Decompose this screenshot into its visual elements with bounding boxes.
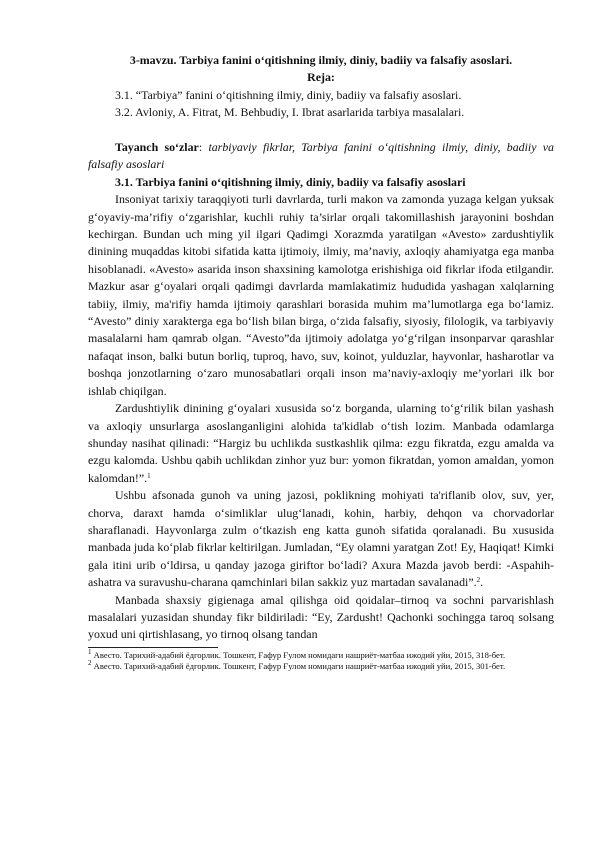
keywords-label: Tayanch so‘zlar [115,140,199,155]
spacer [88,122,554,139]
footnote-number: 1 [88,647,92,656]
body-paragraph [88,400,554,487]
body-paragraph: Insoniyat tarixiy taraqqiyoti turli davrlarda, turli makon va zamonda yuzaga kelgan yuksak g‘oyaviy-ma’rifiy o‘zgarishlar, kuchli ruhiy ta’sirlar orqali takomillashish jarayonini boshdan kechirgan. Bundan uch ming yil ilgari Qadimgi Xorazmda yaratilgan «Avesto» zardushtiylik dinining muqaddas kitobi sifatida katta ijtimoiy, ilmiy, ma’naviy, axloqiy ahamiyatga ega manba hisoblanadi. «Avesto» asarida inson shaxsining kamolotga erishishiga oid fikrlar ifoda etilgandir. Mazkur asar g‘oyalari orqali qadimgi davrlarda mamlakatimiz hududida yashagan xalqlarning tabiiy, ilmiy, ma'rifiy hamda ijtimoiy qarashlari borasida muhim ma’lumotlarga ega bo‘lamiz. “Avesto” diniy xarakterga ega bo‘lish bilan birga, o‘zida falsafiy, siyosiy, filologik, va tarbiyaviy masalalarni ham qamrab olgan. “Avesto”da ijtimoiy adolatga yo‘g‘rilgan insonparvar qarashlar nafaqat inson, balki butun borliq, tuproq, havo, suv, koinot, yulduzlar, hayvonlar, hasharotlar va boshqa jonzotlarning o‘zaro munosabatlari orqali inson ma’naviy-axloqiy me’yorlari ilk bor ishlab chiqilgan. [88,192,554,398]
keywords-paragraph [88,139,554,174]
footnote [88,661,554,673]
footnote-text: Авесто. Тарихий-адабий ёдгорлик. Тошкент, Ғафур Ғулом номидаги нашриёт-матбаа ижодий уйи, 2015, 301-бет. [93,661,506,672]
body-paragraph: Manbada shaxsiy gigienaga amal qilishga oid qoidalar–tirnoq va sochni parvarishlash masalalari yuzasidan shunday fikr bildiriladi: “Ey, Zardusht! Qachonki sochingga taroq solsang yoxud uni qirtishlasang, yo tirnoq olsang tandan [88,592,554,642]
footnote-ref[interactable]: 1 [147,471,151,480]
keywords-text: tarbiyaviy fikrlar, Tarbiya fanini o‘qitishning ilmiy, diniy, badiiy va falsafiy asoslari [88,140,554,172]
lecture-title: 3-mavzu. Tarbiya fanini o‘qitishning ilmiy, diniy, badiiy va falsafiy asoslari. [129,53,513,67]
plan-item: 3.1. “Tarbiya” fanini o‘qitishning ilmiy, diniy, badiiy va falsafiy asoslari. [115,87,462,102]
keywords-colon: : [198,140,209,155]
trailing-period: . [480,575,484,590]
body-paragraph [88,487,554,591]
footnote-ref[interactable]: 2 [476,576,481,585]
paragraph-text: Zardushtiylik dinining g‘oyalari xususida so‘z borganda, ularning to‘g‘rilik bilan yashash va axloqiy unsurlarga asoslanganligini alohida ta'kidlab o‘tish lozim. Manbada odamlarga shunday nasihat qilinadi: “Hargiz bu uchlikda sustkashlik qilma: ezgu fikratda, ezgu amalda va ezgu kalomda. Ushbu qabih uchlikdan zinhor yuz bur: yomon fikratdan, yomon amaldan, yomon kalomdan!”. [88,401,554,485]
section-heading: 3.1. Tarbiya fanini o‘qitishning ilmiy, diniy, badiiy va falsafiy asoslari [115,174,466,189]
footnote-divider [88,647,218,648]
footnote-text: Авесто. Тарихий-адабий ёдгорлик. Тошкент, Ғафур Ғулом номидаги нашриёт-матбаа ижодий уйи, 2015, 318-бет. [93,649,506,660]
footnote-number: 2 [88,659,92,668]
footnote [88,647,554,662]
paragraph-text: Ushbu afsonada gunoh va uning jazosi, poklikning mohiyati ta'riflanib olov, suv, yer, chorva, daraxt hamda o‘simliklar ulug‘lanadi, kohin, harbiy, dehqon va chorvadorlar sharaflanadi. Hayvonlarga zulm o‘tkazish eng katta gunoh sifatida qoralanadi. Bu xususida manbada juda ko‘plab fikrlar keltirilgan. Jumladan, “Ey olamni yaratgan Zot! Ey, Haqiqat! Kimki gala itini urib o‘ldirsa, u qanday jazoga giriftor bo‘ladi? Axura Mazda javob berdi: -Aspahih-ashatra va suravushu-charana qamchinlari bilan sakkiz yuz martadan savalanadi”. [88,488,554,590]
plan-item: 3.2. Avloniy, A. Fitrat, M. Behbudiy, I. Ibrat asarlarida tarbiya masalalari. [115,105,465,120]
plan-heading: Reja: [307,70,335,85]
document-page [88,50,554,673]
